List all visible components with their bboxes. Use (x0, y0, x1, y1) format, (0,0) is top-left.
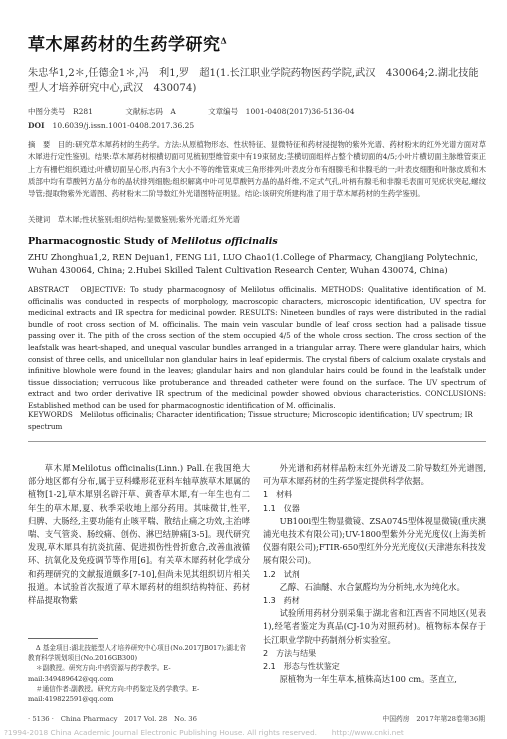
footnotes (28, 643, 250, 704)
doi-row (28, 121, 194, 130)
page-footer-left: · 5136 · China Pharmacy 2017 Vol. 28 No. 36 (28, 715, 197, 723)
english-title (28, 236, 278, 247)
title-text: 草木犀药材的生药学研究 (28, 35, 221, 55)
footnote-divider (28, 638, 98, 639)
intro-paragraph: 草木犀Melilotus officinalis(Linn.) Pall.在我国绝大部分地区都有分布,属于豆科蝶形花亚科车轴草族草木犀属的植物[1-2],草木犀别名辟汗草、黄香草木犀,有一年生也有二年生的草木犀,夏、秋季采收地上部分药用。其味微甘,性平,归脾、大肠经,主要功能有止咳平喘、散结止痛之功效,主治哮喘、支气管炎、肠绞痛、创伤、淋巴结肿痛[3-5]。现代研究发现,草木犀具有抗炎抗菌、促进损伤性骨折愈合,改善血液循环、抗氧化及免疫调节等作用[6]。有关草木犀药材化学成分和药理研究的文献报道颇多[7-10],但尚未见其组织切片相关报道。本试验首次报道了草木犀药材的组织结构特征、药材样品提取物紫 (28, 463, 250, 606)
classification-row (28, 106, 385, 117)
intro-continued: 外光谱和药材样品粉末红外光谱及二阶导数红外光谱图,可为草木犀药材的生药学鉴定提供科学依据。 (263, 463, 486, 487)
doi-value: 10.6039/j.issn.1001-0408.2017.36.25 (52, 121, 195, 130)
reagents-text: 乙醇、石油醚、水合氯醛均为分析纯,水为纯化水。 (279, 581, 465, 592)
subsection-instruments: 1.1 仪器 (263, 503, 300, 513)
english-title-prefix: Pharmacognostic Study of (28, 236, 172, 247)
morphology-text: 原植物为一年生草本,植株高达100 cm。茎直立, (279, 674, 457, 685)
abstract-english: ABSTRACT OBJECTIVE: To study pharmacognosy of Melilotus officinalis. METHODS: Qualitative identification of M. officinalis was conducted in respects of morphology, macroscopic characters, microscopic identification, UV spectra for medicinal extracts and IR spectra for medicinal powder. RESULTS: Nineteen bundles of rays were distributed in the radial bundle of root cross section of M. officinalis. The main vein vascular bundle of leaf cross section had a palisade tissue passing over it. The pith of the cross section of the stem occupied 4/5 of the whole cross section. The cross section of the leafstalk was heart-shaped, and unequal vascular bundles arranged in a triangular array. There were glandular hairs, which consist of three cells, and unicellular non glandular hairs in leaf epidermis. The crystal fibers of calcium oxalate crystals and infinitive blowhole were found in the leaves; glandular hairs and non glandular hairs could be found in the leafstalk under tissue dissociation; verrucous like protuberance and threaded catheter were found on the surface. The UV spectrum of extract and two order derivative IR spectrum of the medicinal powder showed obvious characteristics. CONCLUSIONS: Established method can be used for pharmacognostic identification of M. officinalis. (28, 285, 486, 410)
abstract-chinese: 摘 要 目的:研究草木犀药材的生药学。方法:从原植物形态、性状特征、显微特征和药材浸提物的紫外光谱、药材粉末的红外光谱方面对草木犀进行定性鉴别。结果:草木犀药材根横切面可见梳韧型维管束中有19束韧皮;茎横切面组样占整个横切面的4/5;小叶片横切面主脉维管束正上方有栅栏组织通过;叶横切面呈心形,内有3个大小不等的维管束成三角形排列;叶表皮分布有细腺毛和非腺毛的一;叶表皮细胞和叶脉皮质和木质部中均有草酸钙方晶分布的晶状排列细胞;组织解离中叶可见草酸钙方晶的晶纤维,不定式气孔,叶柄有腺毛和非腺毛表面可见疣状突起,螺纹导管;提取物紫外光谱图、药材粉末二阶导数红外光谱图特征明显。结论:该研究所建构准了用于草木犀药材的生药学鉴别。 (28, 140, 486, 199)
subsection-reagents: 1.2 试剂 (263, 569, 300, 579)
footnote-corresponding: ＃通信作者:副教授。研究方向:中药鉴定及药学教学。E-mail:419822591@qq.com (28, 684, 200, 704)
keywords-chinese: 关键词 草木犀;性状鉴别;组织结构;显微鉴别;紫外光谱;红外光谱 (28, 215, 240, 224)
author-affiliations: 朱忠华1,2＊,任德金1＊,冯 利1,罗 超1(1.长江职业学院药物医药学院,武汉 430064;2.湖北技能型人才培养研究中心,武汉 430074) (28, 68, 479, 94)
page-footer-right: 中国药房 2017年第28卷第36期 (382, 715, 485, 723)
section-heading-materials: 1 材料 (263, 490, 293, 500)
footnote-first-author: ＊副教授。研究方向:中药资源与药学教学。E-mail:349489642@qq.com (28, 664, 171, 683)
instruments-text: UB100i型生物显微镜、ZSA0745型体视显微镜(重庆澳浦光电技术有限公司);UV-1800型紫外分光光度仪(上海美析仪器有限公司);FTIR-650型红外分光光度仪(天津港东科技发展有限公司)。 (263, 515, 486, 566)
title-footnote-mark: Δ (220, 35, 228, 46)
article-title (28, 30, 227, 55)
footnote-funding: Δ 基金项目:湖北技能型人才培养研究中心项目(No.2017JB017);湖北省教育科学规划项目(No.2016GB300) (28, 644, 246, 663)
article-number: 文章编号 1001-0408(2017)36-5136-04 (208, 107, 355, 116)
body-left-column (28, 462, 250, 607)
body-right-column (263, 462, 486, 686)
subsection-morphology: 2.1 形态与性状鉴定 (263, 662, 340, 672)
clc-number: 中图分类号 R281 (28, 107, 93, 116)
section-heading-methods: 2 方法与结果 (263, 648, 317, 658)
doi-label: DOI (28, 121, 45, 130)
keywords-english: KEYWORDS Melilotus officinalis; Character identification; Tissue structure; Microscopic identification; UV spectrum; IR spectrum (28, 410, 473, 431)
document-code: 文献标志码 A (125, 107, 176, 116)
section-divider (28, 441, 486, 442)
subsection-herbs: 1.3 药材 (263, 596, 300, 606)
herbs-text: 试验所用药材分别采集于湖北省和江西省不同地区(见表1),经笔者鉴定为真品(CJ-10为对照药材)。植物标本保存于长江职业学院中药制剂分析实验室。 (263, 608, 486, 645)
english-title-species: Melilotus officinalis (171, 236, 278, 247)
english-authors: ZHU Zhonghua1,2, REN Dejuan1, FENG Li1, LUO Chao1(1.College of Pharmacy, Changjiang Polytechnic, Wuhan 430064, China; 2.Hubei Skilled Talent Cultivation Research Center, Wuhan 430074, China) (28, 252, 478, 275)
cnki-watermark: ?1994-2018 China Academic Journal Electronic Publishing House. All rights reserved. http://www.cnki.net (4, 728, 404, 737)
